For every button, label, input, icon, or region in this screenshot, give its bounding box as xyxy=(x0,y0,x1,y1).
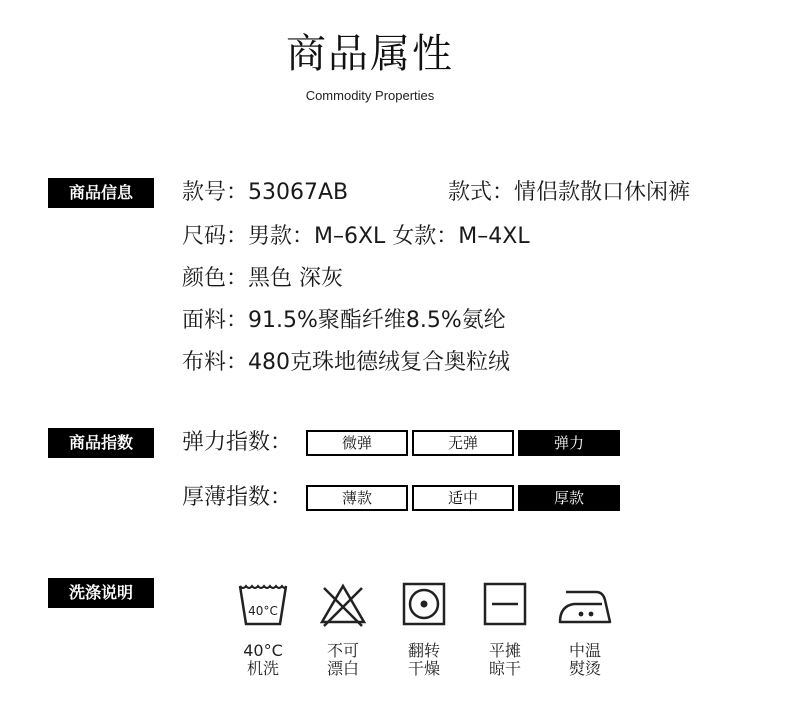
section-tag-care: 洗涤说明 xyxy=(48,578,154,608)
wash-temperature-text: 40°C xyxy=(248,604,278,618)
page-title: 商品属性 xyxy=(286,31,454,77)
elasticity-option-3-selected: 弹力 xyxy=(518,430,620,456)
info-cloth: 布料：480克珠地德绒复合奥粒绒 xyxy=(182,350,510,375)
elasticity-option-1: 微弹 xyxy=(306,430,408,456)
page-header xyxy=(0,30,740,103)
care-iron-line1: 中温 xyxy=(568,641,601,660)
care-dry-flat-line2: 晾干 xyxy=(488,659,521,678)
elasticity-option-2: 无弹 xyxy=(412,430,514,456)
dry-flat-icon xyxy=(478,580,532,628)
care-bleach-line1: 不可 xyxy=(326,641,359,660)
thickness-option-1: 薄款 xyxy=(306,485,408,511)
info-size: 尺码：男款：M–6XL 女款：M–4XL xyxy=(182,224,530,249)
info-model: 款号：53067AB xyxy=(182,180,349,205)
thickness-option-2: 适中 xyxy=(412,485,514,511)
care-item-wash xyxy=(232,580,294,678)
care-wash-line2: 机洗 xyxy=(246,659,279,678)
section-tag-product-index: 商品指数 xyxy=(48,428,154,458)
no-bleach-icon xyxy=(316,580,370,628)
thickness-label: 厚薄指数： xyxy=(182,485,293,510)
care-item-tumble xyxy=(393,580,455,678)
elasticity-label: 弹力指数： xyxy=(182,430,293,455)
care-bleach-line2: 漂白 xyxy=(326,659,359,678)
care-iron-line2: 熨烫 xyxy=(568,659,601,678)
care-item-iron xyxy=(554,580,616,678)
info-style: 款式：情侣款散口休闲裤 xyxy=(448,180,691,205)
iron-medium-icon xyxy=(556,580,614,628)
page-subtitle: Commodity Properties xyxy=(305,88,435,103)
care-tumble-line2: 干燥 xyxy=(407,659,440,678)
care-wash-line1: 40°C xyxy=(243,641,283,660)
info-fabric: 面料：91.5%聚酯纤维8.5%氨纶 xyxy=(182,308,506,333)
care-tumble-line1: 翻转 xyxy=(407,641,440,660)
care-item-bleach xyxy=(312,580,374,678)
thickness-option-3-selected: 厚款 xyxy=(518,485,620,511)
tumble-dry-icon xyxy=(397,580,451,628)
wash-40c-icon xyxy=(236,580,290,628)
info-color: 颜色：黑色 深灰 xyxy=(182,266,343,291)
section-tag-product-info: 商品信息 xyxy=(48,178,154,208)
care-dry-flat-line1: 平摊 xyxy=(488,641,521,660)
care-item-dry-flat xyxy=(474,580,536,678)
